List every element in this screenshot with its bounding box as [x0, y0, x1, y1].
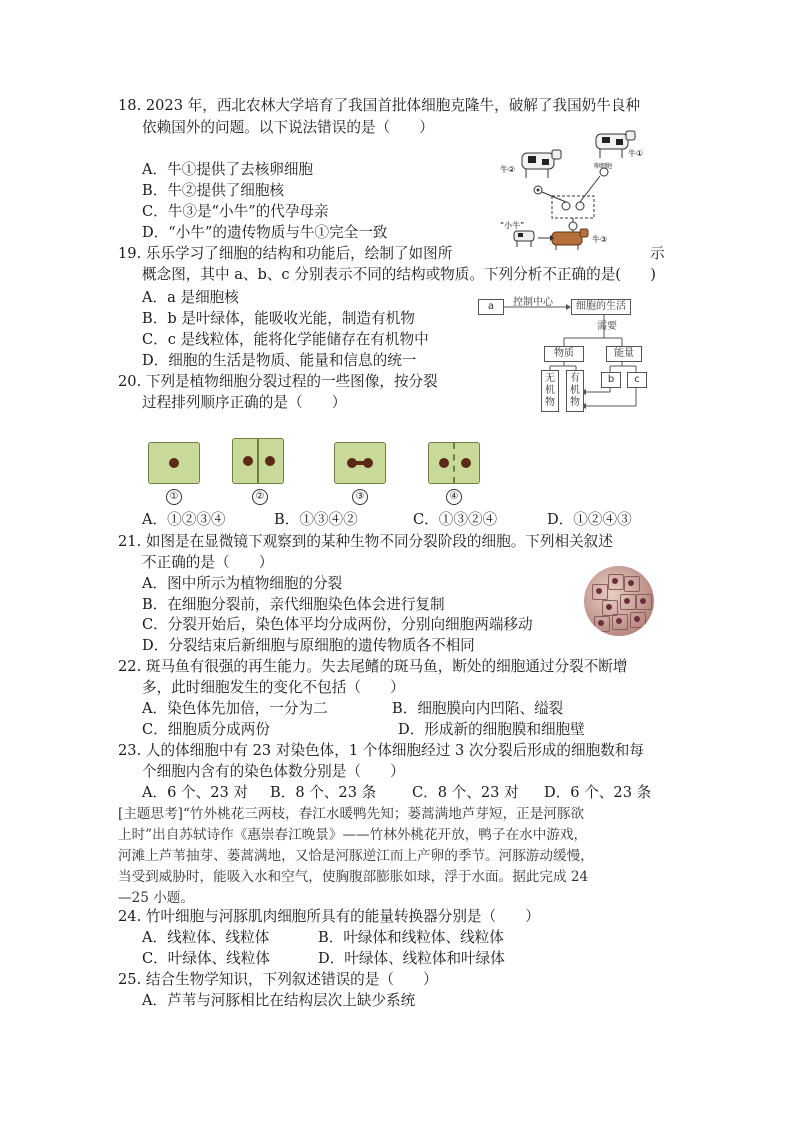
label-3: ③ [352, 489, 368, 505]
node-a: a [478, 299, 504, 315]
q20-option-d: D．①②④③ [547, 511, 632, 528]
q19-option-c: C．c 是线粒体，能将化学能储存在有机物中 [142, 331, 429, 348]
q21-option-b: B．在细胞分裂前，亲代细胞染色体会进行复制 [142, 596, 445, 613]
q19-option-d: D．细胞的生活是物质、能量和信息的统一 [142, 352, 417, 369]
q20-option-b: B．①③④② [274, 511, 358, 528]
label-2: ② [252, 489, 268, 505]
calf-label: “小牛” [500, 221, 525, 230]
node-b: b [601, 372, 621, 388]
nucleus [265, 456, 275, 466]
q24-option-d: D．叶绿体、线粒体和叶绿体 [318, 950, 505, 967]
q18-option-c: C．牛③是“小牛”的代孕母亲 [142, 203, 329, 220]
theme-line2: 上时”出自苏轼诗作《惠崇春江晚景》——竹林外桃花开放，鸭子在水中游戏， [118, 827, 588, 843]
microscope-image [584, 566, 654, 636]
q23-stem-line1: 23. 人的体细胞中有 23 对染色体，1 个体细胞经过 3 次分裂后形成的细胞数和每 [118, 742, 644, 759]
cow2-label: 牛② [500, 165, 516, 174]
q19-stem-line2: 概念图，其中 a、b、c 分别表示不同的结构或物质。下列分析不正确的是( ) [142, 266, 656, 283]
q22-option-c: C．细胞质分成两份 [142, 721, 270, 738]
label-1: ① [166, 489, 182, 505]
cell-1 [148, 442, 200, 484]
theme-line1: [主题思考]“竹外桃花三两枝，春江水暖鸭先知；蒌蒿满地芦芽短，正是河豚欲 [118, 806, 585, 822]
nucleus [169, 458, 179, 468]
cow1-label: 牛① [628, 149, 644, 158]
node-organic: 有机物 [566, 370, 584, 412]
cell-3 [334, 442, 386, 484]
nucleus [363, 458, 373, 468]
q21-option-c: C．分裂开始后，染色体平均分成两份，分别向细胞两端移动 [142, 616, 533, 633]
cow3-label: 牛③ [592, 235, 608, 244]
q24-option-a: A．线粒体、线粒体 [142, 929, 270, 946]
q24-option-c: C．叶绿体、线粒体 [142, 950, 270, 967]
q22-stem-line1: 22. 斑马鱼有很强的再生能力。失去尾鳍的斑马鱼，断处的细胞通过分裂不断增 [118, 658, 628, 675]
q22-option-a: A．染色体先加倍，一分为二 [142, 700, 328, 717]
node-energy: 能量 [606, 346, 642, 362]
theme-line4: 当受到威胁时，能吸入水和空气，使胸腹部膨胀如球，浮于水面。据此完成 24 [118, 869, 589, 885]
q19-stem-line1-tail: 示 [650, 245, 665, 262]
q20-stem-line2: 过程排列顺序正确的是（ ） [142, 394, 347, 411]
q21-stem-line1: 21. 如图是在显微镜下观察到的某种生物不同分裂阶段的细胞。下列相关叙述 [118, 533, 613, 550]
calf-icon [514, 231, 534, 247]
q23-option-d: D．6 个、23 条 [544, 784, 652, 801]
theme-line5: —25 小题。 [118, 890, 194, 906]
q18-stem-line2: 依赖国外的问题。以下说法错误的是（ ） [142, 119, 434, 136]
q18-option-b: B．牛②提供了细胞核 [142, 182, 285, 199]
q18-option-d: D．“小牛”的遗传物质与牛①完全一致 [142, 224, 388, 241]
q24-option-b: B．叶绿体和线粒体、线粒体 [318, 929, 504, 946]
node-cell-life: 细胞的生活 [571, 299, 631, 315]
egg-label: 卵细胞 [594, 163, 613, 170]
label-4: ④ [446, 489, 462, 505]
cell-2 [232, 438, 284, 484]
q25-stem: 25. 结合生物学知识，下列叙述错误的是（ ） [118, 971, 438, 988]
label-need: 需要 [597, 321, 617, 332]
nucleus [461, 458, 471, 468]
q21-option-a: A．图中所示为植物细胞的分裂 [142, 575, 343, 592]
cell-4 [428, 442, 480, 484]
theme-line3: 河滩上芦苇抽芽、蒌蒿满地，又恰是河豚逆江而上产卵的季节。河豚游动缓慢， [118, 848, 594, 864]
q23-option-c: C．8 个、23 对 [412, 784, 519, 801]
cow3-icon [552, 229, 588, 250]
node-c: c [627, 372, 647, 388]
cloning-figure [500, 128, 650, 250]
q22-stem-line2: 多，此时细胞发生的变化不包括（ ） [142, 679, 405, 696]
node-inorganic: 无机物 [541, 370, 559, 412]
q21-option-d: D．分裂结束后新细胞与原细胞的遗传物质各不相同 [142, 637, 475, 654]
q18-option-a: A．牛①提供了去核卵细胞 [142, 161, 314, 178]
q20-option-c: C．①③②④ [413, 511, 498, 528]
q19-option-a: A．a 是细胞核 [142, 289, 239, 306]
nucleus [243, 456, 253, 466]
q25-option-a: A．芦苇与河豚相比在结构层次上缺少系统 [142, 992, 416, 1009]
q23-option-b: B．8 个、23 条 [270, 784, 377, 801]
q20-stem-line1: 20. 下列是植物细胞分裂过程的一些图像，按分裂 [118, 373, 438, 390]
q20-option-a: A．①②③④ [142, 511, 226, 528]
q22-option-b: B．细胞膜向内凹陷、缢裂 [392, 700, 564, 717]
q23-stem-line2: 个细胞内含有的染色体数分别是（ ） [142, 763, 405, 780]
q24-stem: 24. 竹叶细胞与河豚肌肉细胞所具有的能量转换器分别是（ ） [118, 908, 540, 925]
q21-stem-line2: 不正确的是（ ） [142, 554, 274, 571]
cow2-icon [522, 150, 561, 178]
q23-option-a: A．6 个、23 对 [142, 784, 249, 801]
nucleus [439, 458, 449, 468]
q22-option-d: D．形成新的细胞膜和细胞壁 [398, 721, 585, 738]
q19-stem-line1: 19. 乐乐学习了细胞的结构和功能后，绘制了如图所 [118, 245, 453, 262]
q18-stem-line1: 18. 2023 年，西北农林大学培育了我国首批体细胞克隆牛，破解了我国奶牛良种 [118, 97, 641, 114]
label-control-center: 控制中心 [513, 297, 553, 308]
q19-option-b: B．b 是叶绿体，能吸收光能，制造有机物 [142, 310, 415, 327]
node-matter: 物质 [544, 346, 584, 362]
